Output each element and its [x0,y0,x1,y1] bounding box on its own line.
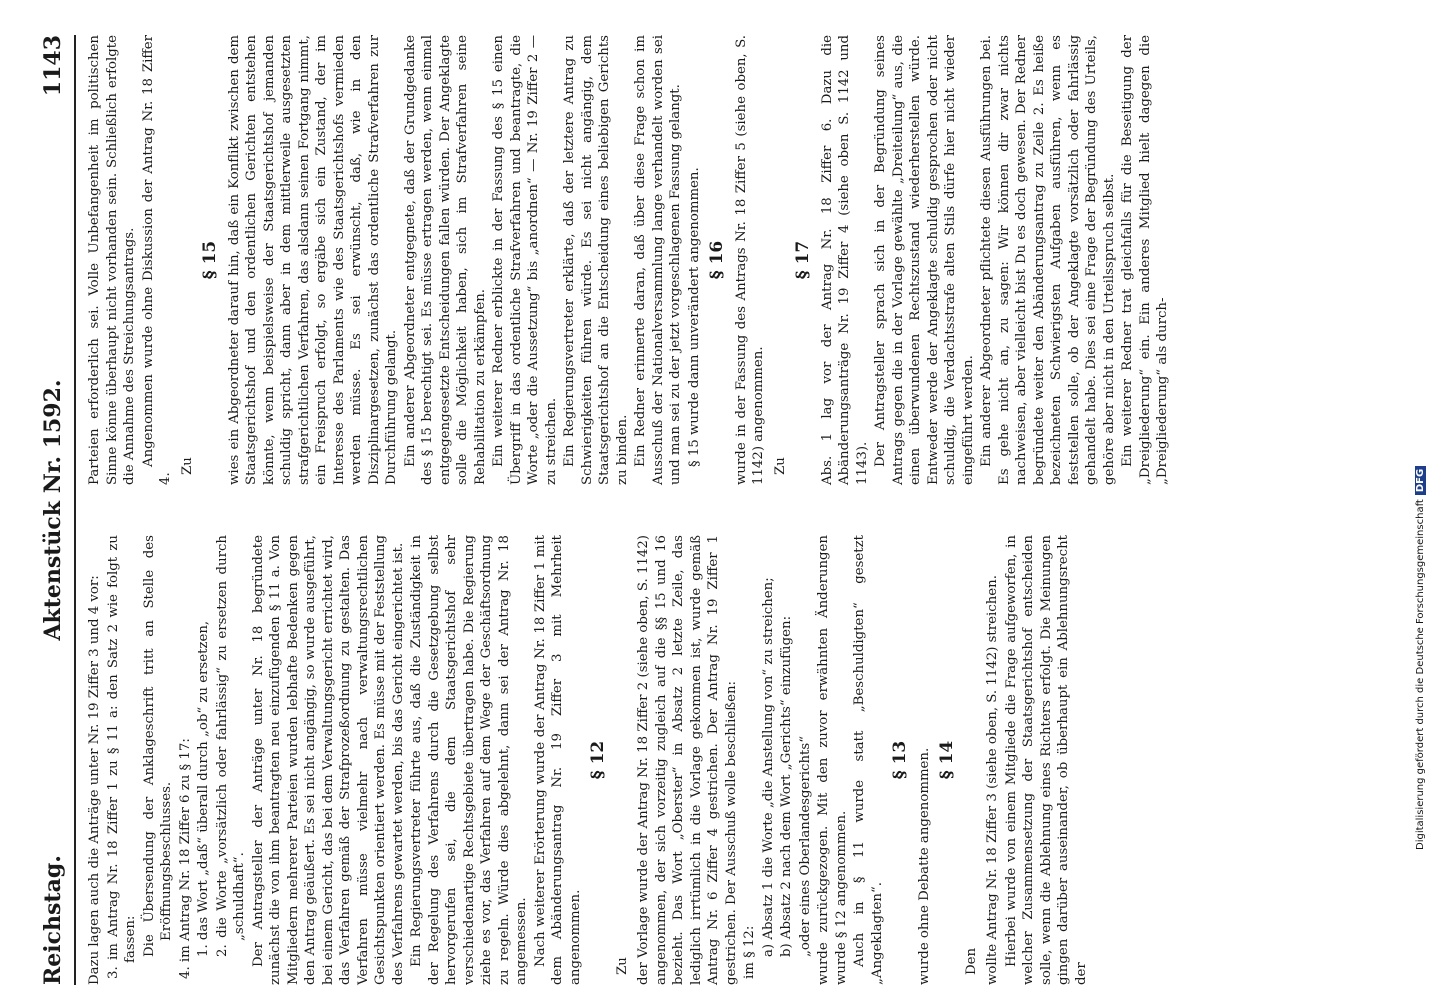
paragraph: wollte Antrag Nr. 18 Ziffer 3 (siehe oben, S. 1142) streichen. [985,575,1000,985]
paragraph: Ein Regierungsvertreter erklärte, daß der letztere Antrag zu Schwierigkeiten führen würde. Es sei nicht angängig, dem Staatsgerichtshof an die Entscheidung eines beliebigen Gerichts zu binden. [562,35,630,485]
left-column [86,535,1091,985]
paragraph: Ein weiterer Redner trat gleichfalls für die Beseitigung der „Dreigliederung“ ein. Ein anderes Mitglied hielt dagegen die „Dreigliederung“ als durch- [1120,35,1170,485]
paragraph: 4. im Antrag Nr. 18 Ziffer 6 zu § 17: [177,738,193,979]
page-header [40,35,76,985]
paragraph: Der Antragsteller der Anträge unter Nr. 18 begründete zunächst die von ihm beantragten neu einzufügenden § 11 a. Von Mitgliedern mehrerer Parteien wurden lebhafte Bedenken gegen den Antrag geäußert. Es sei nicht angängig, so wurde ausgeführt, bei einem Gericht, das bei dem Verwaltungsgericht errichtet wird, das Verfahren gemäß der Strafprozeßordnung zu gestalten. Das Verfahren müsse vielmehr nach verwaltungsrechtlichen Gesichtspunkten orientiert werden. Es müsse mit der Feststellung des Verfahrens gewartet werden, bis das Gericht eingerichtet ist. [250,535,406,985]
section-heading: § 14 [937,740,957,780]
section-heading: § 12 [588,740,608,780]
paragraph: b) Absatz 2 nach dem Wort „Gerichts“ einzufügen: [779,615,794,957]
paragraph: Der Antragsteller sprach sich in der Begründung seines Antrags gegen die in der Vorlage gewählte „Dreiteilung“ aus, die einen überwundenen Rechtszustand wiederherstellen würde. Entweder werde der Angeklagte schuldig gesprochen oder nicht schuldig, die Verdachtsstrafe alten Stils dürfe hier nicht wieder eingeführt werden. [873,35,976,485]
section-heading: § 17 [793,240,813,280]
paragraph: Abs. 1 lag vor der Antrag Nr. 18 Ziffer 6. Dazu die Abänderungsanträge Nr. 19 Ziffer 4 (siehe oben S. 1142 und 1143). [819,35,870,485]
section-heading: § 15 [200,240,220,280]
paragraph: Ein anderer Abgeordneter pflichtete diesen Ausführungen bei. Es gehe nicht an, zu sagen: Wir können dir zwar nichts nachweisen, aber vielleicht bist Du es doch gewesen. Der Redner begründete weiter den Abänderungsantrag zu Zeile 2. Es heiße bezeichneten Schwierigsten Aufgaben ausführen, wenn es feststellen solle, ob der Angeklagte vorsätzlich oder fahrlässig gehandelt habe. Dies sei eine Frage der Begründung des Urteils, gehöre aber nicht in den Urteilsspruch selbst. [979,35,1117,485]
paragraph: der Vorlage wurde der Antrag Nr. 18 Ziffer 2 (siehe oben, S. 1142) angenommen, der sich vorzeitig zugleich auf die §§ 15 und 16 bezieht. Das Wort „Oberster“ in Absatz 2 letzte Zeile, das lediglich irrtümlich in die Vorlage gekommen ist, wurde gemäß Antrag Nr. 6 Ziffer 4 gestrichen. Der Antrag Nr. 19 Ziffer 1 gestrichen. Der Ausschuß wolle beschließen: [636,535,739,985]
paragraph: 1. das Wort „daß“ überall durch „ob“ zu ersetzen, [196,620,211,957]
paragraph: Hierbei wurde von einem Mitgliede die Frage aufgeworfen, in welcher Zusammensetzung der Staatsgerichtshof entscheiden solle, wenn die Ablehnung eines Richters erfolgt. Die Meinungen gingen darüber auseinander, ob überhaupt ein Ablehnungsrecht der [1003,535,1089,985]
page-number: 1143 [40,35,66,97]
paragraph: a) Absatz 1 die Worte „die Anstellung von“ zu streichen; [760,577,776,957]
paragraph: Ein Regierungsvertreter führte aus, daß die Zuständigkeit in der Regelung des Verfahrens durch die Gesetzgebung selbst hervorgerufen sei, die dem Staatsgerichtshof sehr verschiedenartige Rechtsgebiete übertragen habe. Die Regierung ziehe es vor, das Verfahren auf dem Wege der Geschäftsordnung zu regeln. Würde dies abgelehnt, dann sei der Antrag Nr. 18 angemessen. [409,535,529,985]
paragraph: § 15 wurde dann unverändert angenommen. [686,167,702,467]
paragraph: Ein anderer Abgeordneter entgegnete, daß der Grundgedanke des § 15 berechtigt sei. Es müsse ertragen werden, wenn einmal entgegengesetzte Entscheidungen fallen würden. Der Angeklagte solle die Möglichkeit haben, sich im Strafverfahren seine Rehabilitation zu erkämpfen. [402,35,488,485]
paragraph: Ein Redner erinnerte daran, daß über diese Frage schon im Ausschuß der Nationalversammlung lange verhandelt worden sei und man sei zu der jetzt vorgeschlagenen Fassung gelangt. [633,35,683,485]
paragraph: 2. die Worte „vorsätzlich oder fahrlässig“ zu ersetzen durch „schuldhaft“. [214,535,247,957]
header-reichstag: Reichstag. [40,855,66,985]
section-heading: § 16 [707,240,727,280]
dfg-logo: DFG [1415,466,1426,495]
paragraph: Zu [179,457,195,475]
paragraph: Ein weiterer Redner erblickte in der Fassung des § 15 einen Übergriff in das ordentliche Strafverfahren und beantragte, die Worte „oder die Aussetzung“ bis „anordnen“ — Nr. 19 Ziffer 2 — zu streichen. [491,35,559,485]
paragraph: wurde in der Fassung des Antrags Nr. 18 Ziffer 5 (siehe oben, S. 1142) angenommen. [733,35,766,485]
paragraph: „oder eines Oberlandesgerichts“ [797,735,813,957]
paragraph: wurde zurückgezogen. Mit den zuvor erwähnten Änderungen wurde § 12 angenommen. [816,535,849,985]
paragraph: Zu [772,457,788,475]
paragraph: im § 12: [742,925,757,979]
paragraph: Zu [614,957,630,975]
right-column [86,35,1173,485]
paragraph: Angenommen wurde ohne Diskussion der Antrag Nr. 18 Ziffer 4. [140,35,173,485]
paragraph: wurde ohne Debatte angenommen. [916,747,932,985]
paragraph: wies ein Abgeordneter darauf hin, daß ein Konflikt zwischen dem Staatsgerichtshof und den ordentlichen Gerichten entstehen könnte, wenn beispielsweise der Staatsgerichtshof jemanden schuldig spricht, dann aber in dem mittlerweile ausgesetzten strafgerichtlichen Verfahren, das alsdann seinen Fortgang nimmt, ein Freispruch erfolgt, so ergäbe sich ein Zustand, der im Interesse des Parlaments wie des Staatsgerichtshofs vermieden werden müsse. Es sei erwünscht, daß, wie in den Disziplinargesetzen, zunächst das ordentliche Strafverfahren zur Durchführung gelangt. [226,35,399,485]
digitization-note-text: Digitalisierung gefördert durch die Deutsche Forschungsgemeinschaft [1415,499,1426,850]
paragraph: 3. im Antrag Nr. 18 Ziffer 1 zu § 11 a: den Satz 2 wie folgt zu fassen: [105,535,138,979]
paragraph: Den [963,947,979,975]
section-heading: § 13 [890,740,910,780]
paragraph: Die Übersendung der Anklageschrift tritt an Stelle des Eröffnungsbeschlusses. [141,535,174,957]
paragraph: Dazu lagen auch die Anträge unter Nr. 19 Ziffer 3 und 4 vor: [87,575,102,985]
document-page [40,35,1420,985]
paragraph: Nach weiterer Erörterung wurde der Antrag Nr. 18 Ziffer 1 mit dem Abänderungsantrag Nr. 19 Ziffer 3 mit Mehrheit angenommen. [532,535,583,985]
paragraph: Auch in § 11 wurde statt „Beschuldigten“ gesetzt „Angeklagten“. [852,535,885,985]
digitization-note [1415,150,1431,850]
paragraph: Parteien erforderlich sei. Volle Unbefangenheit im politischen Sinne könne überhaupt nicht vorhanden sein. Schließlich erfolgte die Annahme des Streichungsantrags. [87,35,137,485]
header-title: Aktenstück Nr. 1592. [40,379,66,641]
